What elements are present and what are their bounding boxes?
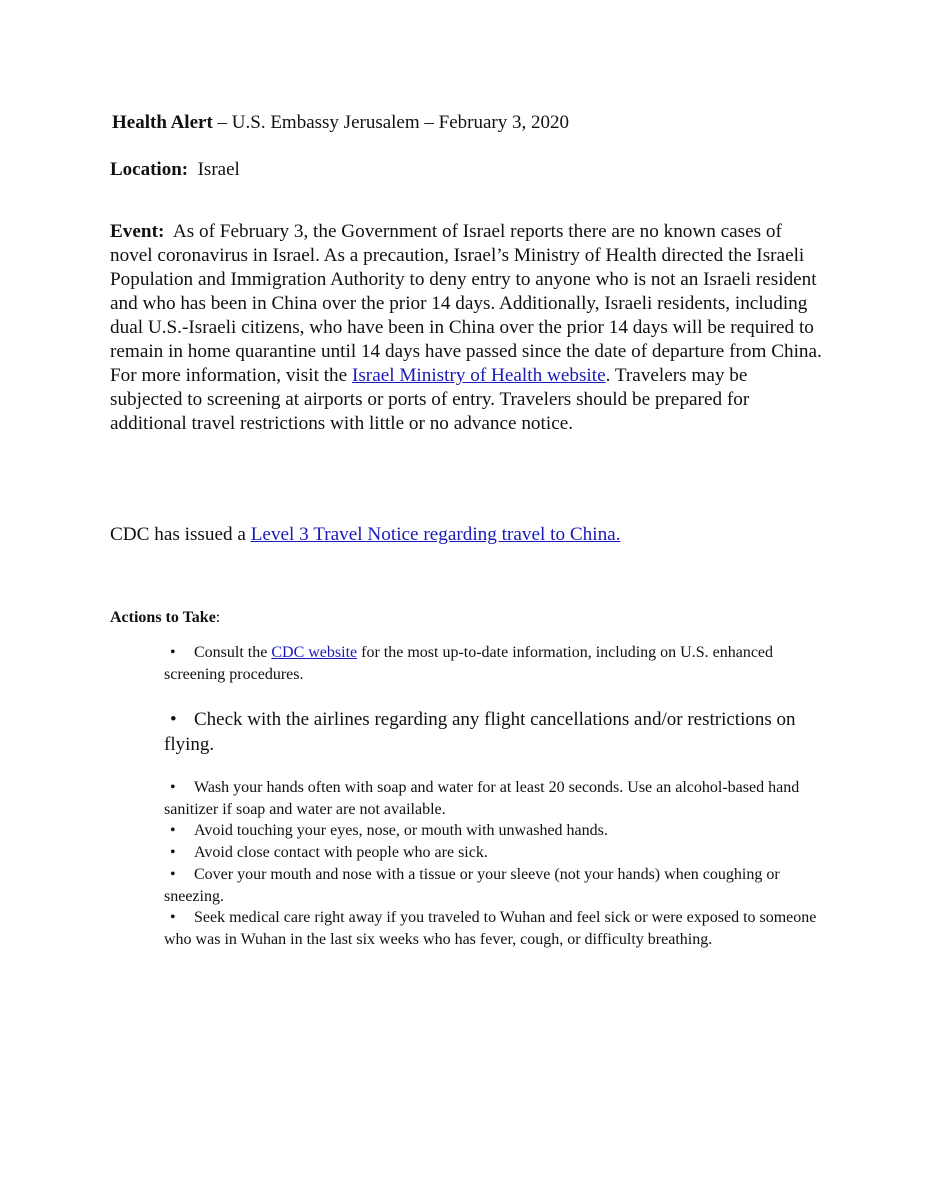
- alert-title-bold: Health Alert: [112, 112, 213, 133]
- event-text-after-link: . Travelers may be subjected to screening at airports or ports of entry. Travelers should be prepared for additional travel restrictions with little or no advance notice.: [110, 365, 750, 434]
- action-item-wash-hands: [164, 777, 824, 820]
- action-item-text: Avoid close contact with people who are sick.: [194, 844, 488, 861]
- israel-ministry-of-health-link[interactable]: Israel Ministry of Health website: [351, 365, 606, 386]
- action-item-avoid-contact: [164, 842, 824, 864]
- actions-heading: [110, 607, 220, 629]
- bullet-icon: •: [170, 779, 176, 796]
- alert-title-rest: – U.S. Embassy Jerusalem – February 3, 2020: [212, 112, 569, 133]
- bullet-icon: •: [170, 822, 176, 839]
- location-label: Location:: [110, 159, 189, 180]
- alert-header: [112, 110, 569, 136]
- action-item-text: Check with the airlines regarding any flight cancellations and/or restrictions on flying.: [164, 709, 796, 755]
- event-paragraph: [110, 220, 822, 436]
- event-label: Event:: [110, 221, 165, 242]
- location-line: [110, 157, 240, 183]
- action-item-text: Avoid touching your eyes, nose, or mouth with unwashed hands.: [194, 822, 608, 839]
- actions-heading-label: Actions to Take: [110, 609, 216, 626]
- action-item-seek-care: [164, 907, 824, 950]
- action-item-text: Cover your mouth and nose with a tissue or your sleeve (not your hands) when coughing or sneezing.: [164, 866, 780, 905]
- event-text-before-link: As of February 3, the Government of Israel reports there are no known cases of novel coronavirus in Israel. As a precaution, Israel’s Ministry of Health directed the Israeli Population and Immigration Authority to deny entry to anyone who is not an Israeli resident and who has been in China over the prior 14 days. Additionally, Israeli residents, including dual U.S.-Israeli citizens, who have been in China over the prior 14 days will be required to remain in home quarantine until 14 days have passed since the date of departure from China. For more information, visit the: [110, 221, 822, 386]
- cdc-notice-line: [110, 522, 621, 548]
- bullet-icon: •: [170, 866, 176, 883]
- action-item-text: Consult the: [194, 644, 272, 661]
- actions-heading-colon: :: [215, 609, 221, 626]
- cdc-notice-text: CDC has issued a: [110, 524, 251, 545]
- bullet-icon: •: [170, 644, 176, 661]
- location-value: Israel: [197, 159, 240, 180]
- bullet-icon: •: [170, 709, 177, 730]
- action-item-text: for the most up-to-date information, including on U.S. enhanced screening procedures.: [164, 644, 774, 683]
- action-item-text: Seek medical care right away if you traveled to Wuhan and feel sick or were exposed to someone who was in Wuhan in the last six weeks who has fever, cough, or difficulty breathing.: [164, 909, 817, 948]
- bullet-icon: •: [170, 909, 176, 926]
- cdc-website-link[interactable]: CDC website: [271, 644, 358, 661]
- action-item-consult-cdc: [164, 642, 824, 686]
- action-item-cover-mouth: [164, 864, 824, 907]
- action-item-avoid-touching: [164, 820, 824, 842]
- bullet-icon: •: [170, 844, 176, 861]
- action-item-check-airlines: [164, 707, 824, 757]
- action-item-text: Wash your hands often with soap and water for at least 20 seconds. Use an alcohol-based hand sanitizer if soap and water are not available.: [164, 779, 800, 818]
- level-3-travel-notice-link[interactable]: Level 3 Travel Notice regarding travel to China.: [250, 524, 621, 545]
